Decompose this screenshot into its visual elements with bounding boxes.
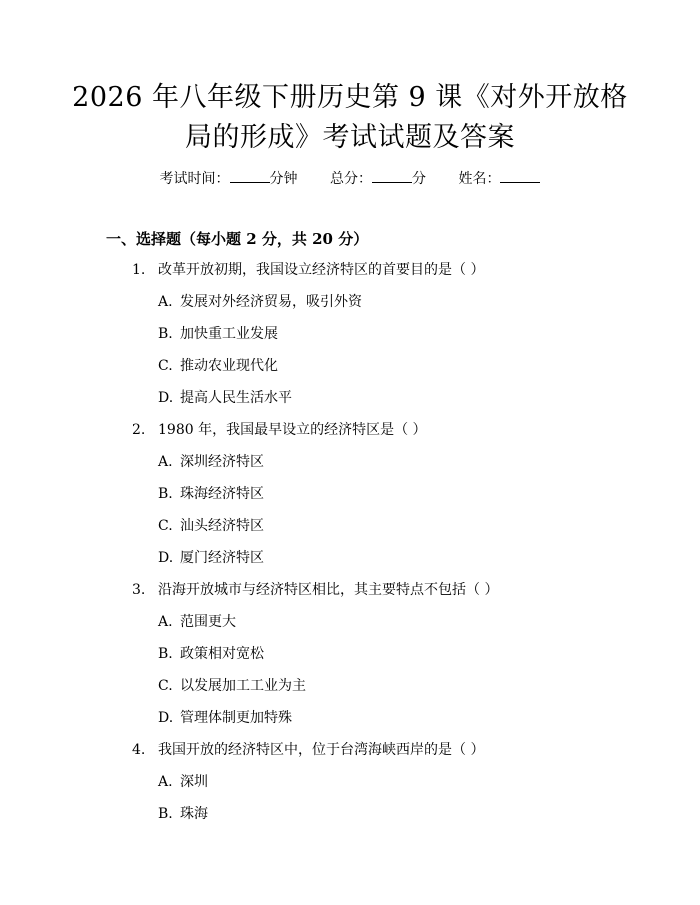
document-title-line-1: 2026 年八年级下册历史第 9 课《对外开放格	[72, 82, 628, 113]
exam-info-bar	[0, 168, 700, 189]
option-2a	[158, 452, 264, 472]
option-3c	[158, 676, 306, 696]
option-letter: A.	[158, 614, 173, 630]
option-text: 珠海	[180, 806, 208, 822]
option-letter: D.	[158, 550, 174, 566]
option-text: 范围更大	[180, 614, 236, 630]
option-letter: A.	[158, 774, 173, 790]
question-4	[132, 740, 484, 760]
option-text: 政策相对宽松	[180, 646, 264, 662]
exam-time-field	[160, 168, 298, 189]
exam-time-unit: 分钟	[269, 171, 298, 187]
option-text: 厦门经济特区	[180, 550, 264, 566]
option-letter: C.	[158, 518, 173, 534]
option-4b	[158, 804, 208, 824]
total-score-label: 总分：	[330, 171, 372, 187]
option-2c	[158, 516, 264, 536]
question-number: 4.	[132, 742, 146, 758]
question-text: 我国开放的经济特区中，位于台湾海峡西岸的是（ ）	[158, 742, 485, 758]
option-text: 珠海经济特区	[180, 486, 264, 502]
option-text: 深圳经济特区	[180, 454, 264, 470]
option-letter: C.	[158, 678, 173, 694]
question-number: 3.	[132, 582, 146, 598]
option-letter: C.	[158, 358, 173, 374]
option-4a	[158, 772, 208, 792]
option-text: 以发展加工工业为主	[180, 678, 306, 694]
question-number: 2.	[132, 422, 146, 438]
question-2	[132, 420, 427, 440]
question-3	[132, 580, 498, 600]
option-letter: B.	[158, 486, 173, 502]
option-letter: B.	[158, 806, 173, 822]
option-letter: D.	[158, 390, 174, 406]
option-1d	[158, 388, 292, 408]
option-1c	[158, 356, 278, 376]
question-text: 改革开放初期，我国设立经济特区的首要目的是（ ）	[158, 262, 485, 278]
total-score-field	[330, 168, 426, 189]
option-letter: D.	[158, 710, 174, 726]
option-1b	[158, 324, 278, 344]
question-1	[132, 260, 484, 280]
total-score-unit: 分	[412, 171, 426, 187]
exam-time-label: 考试时间：	[159, 171, 230, 187]
total-score-blank	[372, 168, 412, 183]
option-letter: A.	[158, 294, 173, 310]
student-name-label: 姓名：	[458, 171, 501, 187]
option-letter: B.	[158, 326, 173, 342]
option-text: 加快重工业发展	[180, 326, 278, 342]
question-text: 沿海开放城市与经济特区相比，其主要特点不包括（ ）	[158, 582, 499, 598]
option-2d	[158, 548, 264, 568]
option-text: 深圳	[180, 774, 208, 790]
option-2b	[158, 484, 264, 504]
option-1a	[158, 292, 362, 312]
student-name-blank	[500, 168, 540, 183]
question-number: 1.	[132, 262, 146, 278]
option-text: 推动农业现代化	[180, 358, 278, 374]
option-letter: B.	[158, 646, 173, 662]
exam-time-blank	[230, 168, 270, 183]
question-text: 1980 年，我国最早设立的经济特区是（ ）	[158, 422, 427, 438]
option-text: 发展对外经济贸易，吸引外资	[180, 294, 362, 310]
document-title-line-2: 局的形成》考试试题及答案	[185, 122, 515, 153]
section-heading: 一、选择题（每小题 2 分，共 20 分）	[106, 230, 369, 248]
student-name-field	[458, 168, 540, 189]
option-text: 提高人民生活水平	[180, 390, 292, 406]
option-letter: A.	[158, 454, 173, 470]
option-text: 管理体制更加特殊	[180, 710, 292, 726]
option-3d	[158, 708, 292, 728]
option-text: 汕头经济特区	[180, 518, 264, 534]
option-3b	[158, 644, 264, 664]
option-3a	[158, 612, 236, 632]
